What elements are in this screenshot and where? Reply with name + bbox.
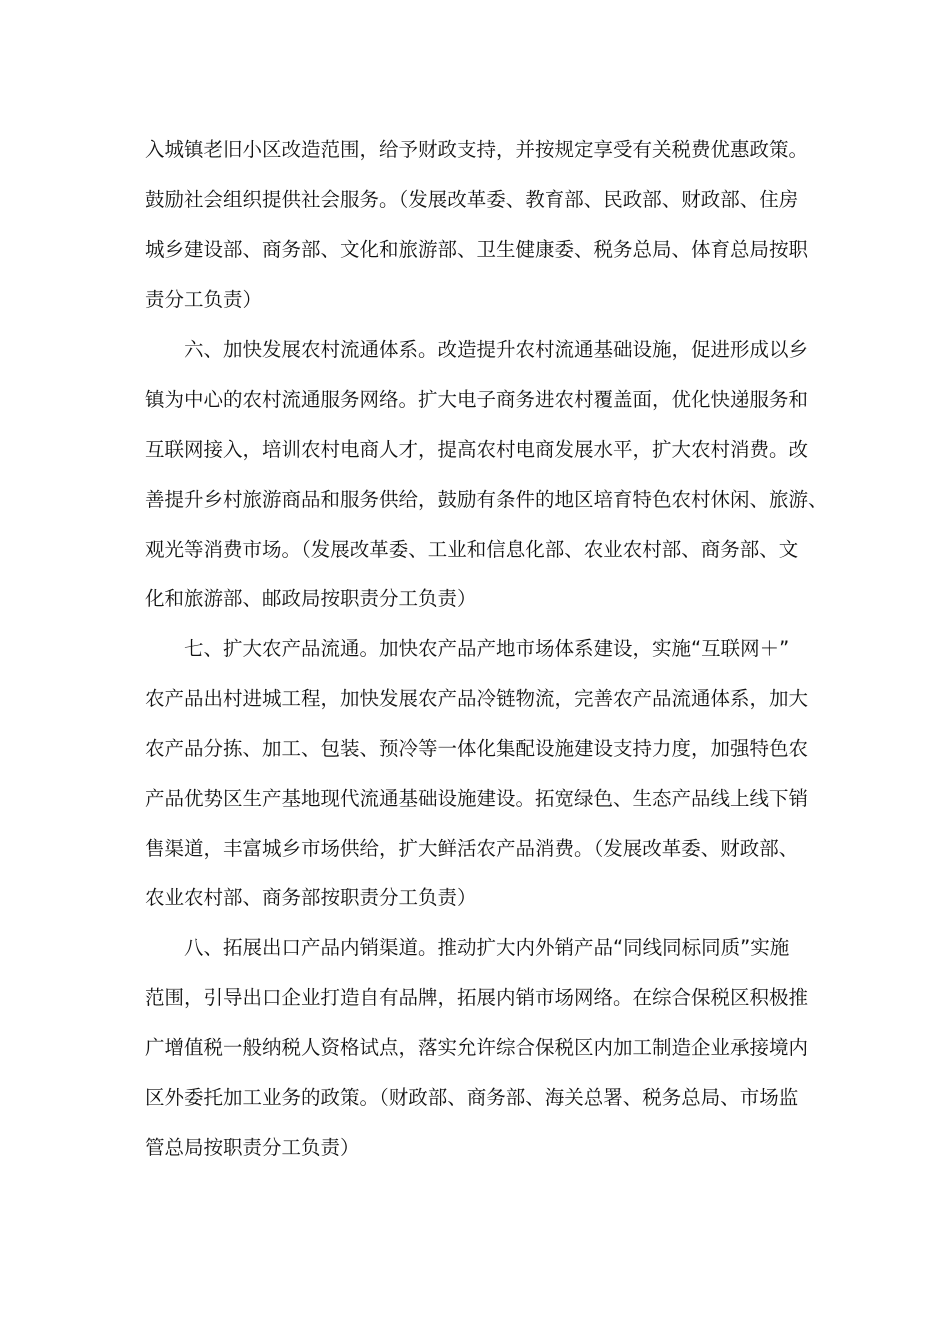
paragraph-8-line-2: 范围，引导出口企业打造自有品牌，拓展内销市场网络。在综合保税区积极推: [145, 986, 809, 1009]
paragraph-6-line-2: 镇为中心的农村流通服务网络。扩大电子商务进农村覆盖面，优化快递服务和: [145, 388, 809, 411]
paragraph-7-line-6: 农业农村部、商务部按职责分工负责）: [145, 886, 477, 909]
paragraph-7-line-1: 七、扩大农产品流通。加快农产品产地市场体系建设，实施“互联网＋”: [184, 637, 790, 660]
paragraph-8-line-3: 广增值税一般纳税人资格试点，落实允许综合保税区内加工制造企业承接境内: [145, 1036, 809, 1059]
paragraph-7-line-2: 农产品出村进城工程，加快发展农产品冷链物流，完善农产品流通体系，加大: [145, 687, 809, 710]
paragraph-5-line-5: 城乡建设部、商务部、文化和旅游部、卫生健康委、税务总局、体育总局按职: [145, 238, 809, 261]
paragraph-7-line-3: 农产品分拣、加工、包装、预冷等一体化集配设施建设支持力度，加强特色农: [145, 737, 809, 760]
paragraph-5-line-4: 鼓励社会组织提供社会服务。（发展改革委、教育部、民政部、财政部、住房: [145, 188, 799, 211]
paragraph-8-line-4: 区外委托加工业务的政策。（财政部、商务部、海关总署、税务总局、市场监: [145, 1086, 799, 1109]
paragraph-6-line-6: 化和旅游部、邮政局按职责分工负责）: [145, 587, 477, 610]
paragraph-6-line-1: 六、加快发展农村流通体系。改造提升农村流通基础设施，促进形成以乡: [184, 338, 809, 361]
paragraph-6-line-5: 观光等消费市场。（发展改革委、工业和信息化部、农业农村部、商务部、文: [145, 538, 799, 561]
paragraph-5-line-3: 入城镇老旧小区改造范围，给予财政支持，并按规定享受有关税费优惠政策。: [145, 138, 809, 161]
paragraph-7-line-4: 产品优势区生产基地现代流通基础设施建设。拓宽绿色、生态产品线上线下销: [145, 787, 809, 810]
paragraph-5-line-6: 责分工负责）: [145, 288, 263, 311]
paragraph-8-line-1: 八、拓展出口产品内销渠道。推动扩大内外销产品“同线同标同质”实施: [184, 936, 790, 959]
paragraph-8-line-5: 管总局按职责分工负责）: [145, 1136, 360, 1159]
paragraph-7-line-5: 售渠道，丰富城乡市场供给，扩大鲜活农产品消费。（发展改革委、财政部、: [145, 837, 799, 860]
paragraph-6-line-3: 互联网接入，培训农村电商人才，提高农村电商发展水平，扩大农村消费。改: [145, 438, 809, 461]
paragraph-6-line-4: 善提升乡村旅游商品和服务供给，鼓励有条件的地区培育特色农村休闲、旅游、: [145, 488, 828, 511]
